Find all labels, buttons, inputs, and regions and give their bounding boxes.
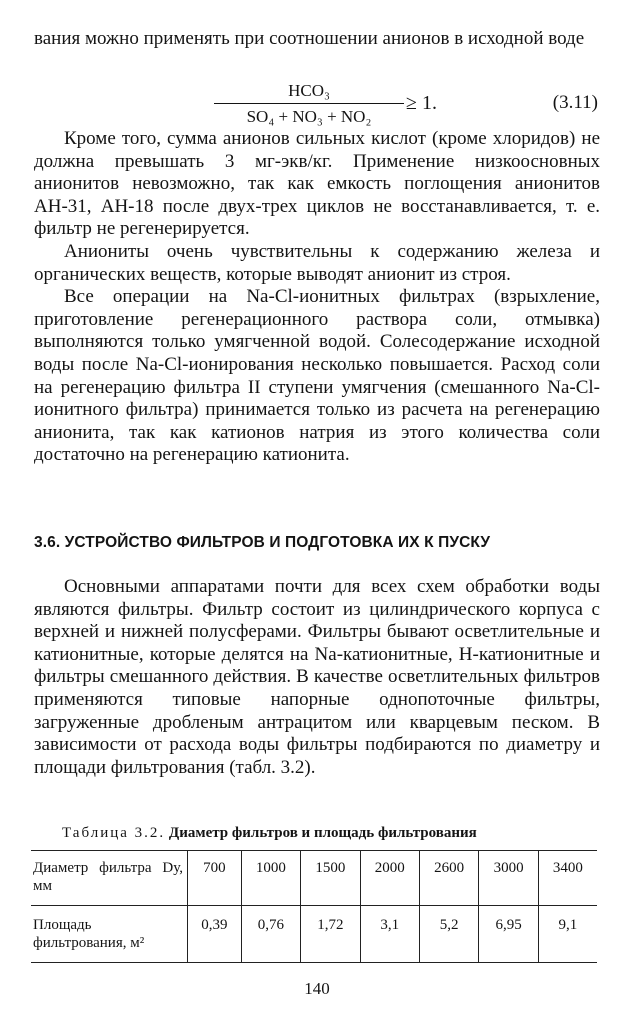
text-block-top xyxy=(34,28,600,51)
area-cell: 0,76 xyxy=(241,906,300,963)
text-block-middle xyxy=(34,128,600,467)
section-heading: 3.6. УСТРОЙСТВО ФИЛЬТРОВ И ПОДГОТОВКА ИХ К ПУСКУ xyxy=(34,534,491,551)
area-cell: 6,95 xyxy=(479,906,538,963)
paragraph-anionites: Аниониты очень чувствительны к содержанию железа и органических веществ, которые выводят анионит из строя. xyxy=(34,240,600,285)
table-caption-title: Диаметр фильтров и площадь фильтрования xyxy=(168,825,477,841)
diameter-cell: 3000 xyxy=(479,851,538,906)
diameter-cell: 1000 xyxy=(241,851,300,906)
table-caption xyxy=(62,824,602,842)
fraction-bar xyxy=(214,103,404,104)
text-block-bottom xyxy=(34,576,600,779)
page-number: 140 xyxy=(304,979,330,998)
area-cell: 3,1 xyxy=(360,906,419,963)
table-caption-label: Таблица 3.2. xyxy=(62,825,166,841)
area-cell: 9,1 xyxy=(538,906,597,963)
paragraph-strong-acids: Кроме того, сумма анионов сильных кислот (кроме хлоридов) не должна превышать 3 мг-экв/кг. Применение низкоосновных анионитов невозможно, так как емкость поглощения анионитов АН-31, АН-18 после двух-трех циклов не восстанавливается, т. е. фильтр не регенерируется. xyxy=(34,128,600,240)
paragraph-na-cl-operations: Все операции на Na-Cl-ионитных фильтрах (взрыхление, приготовление регенерационного раствора соли, отмывка) выполняются только умягченной водой. Солесодержание исходной воды после Na-Cl-ионирования несколько повышается. Расход соли на регенерацию фильтра II ступени умягчения (смешанного Na-Cl-ионитного фильтра) принимается только из расчета на регенерацию анионита, так как катионов натрия из этого количества соли достаточно на регенерацию катионита. xyxy=(34,286,600,466)
formula-denominator: SO₄ + NO₃ + NO₂ xyxy=(246,107,372,126)
diameter-cell: 1500 xyxy=(301,851,360,906)
table-row-diameter xyxy=(31,851,597,906)
area-cell: 1,72 xyxy=(301,906,360,963)
row-label-area: Площадь фильтрования, м² xyxy=(31,906,188,963)
diameter-cell: 3400 xyxy=(538,851,597,906)
formula-3-11 xyxy=(34,80,600,134)
row-label-diameter: Диаметр фильтра Dу, мм xyxy=(31,851,188,906)
paragraph-filters: Основными аппаратами почти для всех схем обработки воды являются фильтры. Фильтр состоит из цилиндрического корпуса с верхней и нижней полусферами. Фильтры бывают осветлительные и катионитные, которые делятся на Na-катионитные, Н-катионитные и фильтры смешанного действия. В качестве осветлительных фильтров применяются типовые напорные однопоточные фильтры, загруженные дробленым антрацитом или кварцевым песком. В зависимости от расхода воды фильтры подбираются по диаметру и площади фильтрования (табл. 3.2). xyxy=(34,576,600,778)
diameter-cell: 2000 xyxy=(360,851,419,906)
area-cell: 5,2 xyxy=(419,906,478,963)
formula-relation: ≥ 1. xyxy=(406,92,437,114)
diameter-cell: 2600 xyxy=(419,851,478,906)
filters-table xyxy=(31,850,597,963)
formula-numerator: HCO₃ xyxy=(288,81,330,100)
paragraph-continuation: вания можно применять при соотношении анионов в исходной воде xyxy=(34,28,585,49)
fraction xyxy=(214,80,404,128)
area-cell: 0,39 xyxy=(188,906,242,963)
table-row-area xyxy=(31,906,597,963)
equation-number: (3.11) xyxy=(552,92,598,113)
diameter-cell: 700 xyxy=(188,851,242,906)
